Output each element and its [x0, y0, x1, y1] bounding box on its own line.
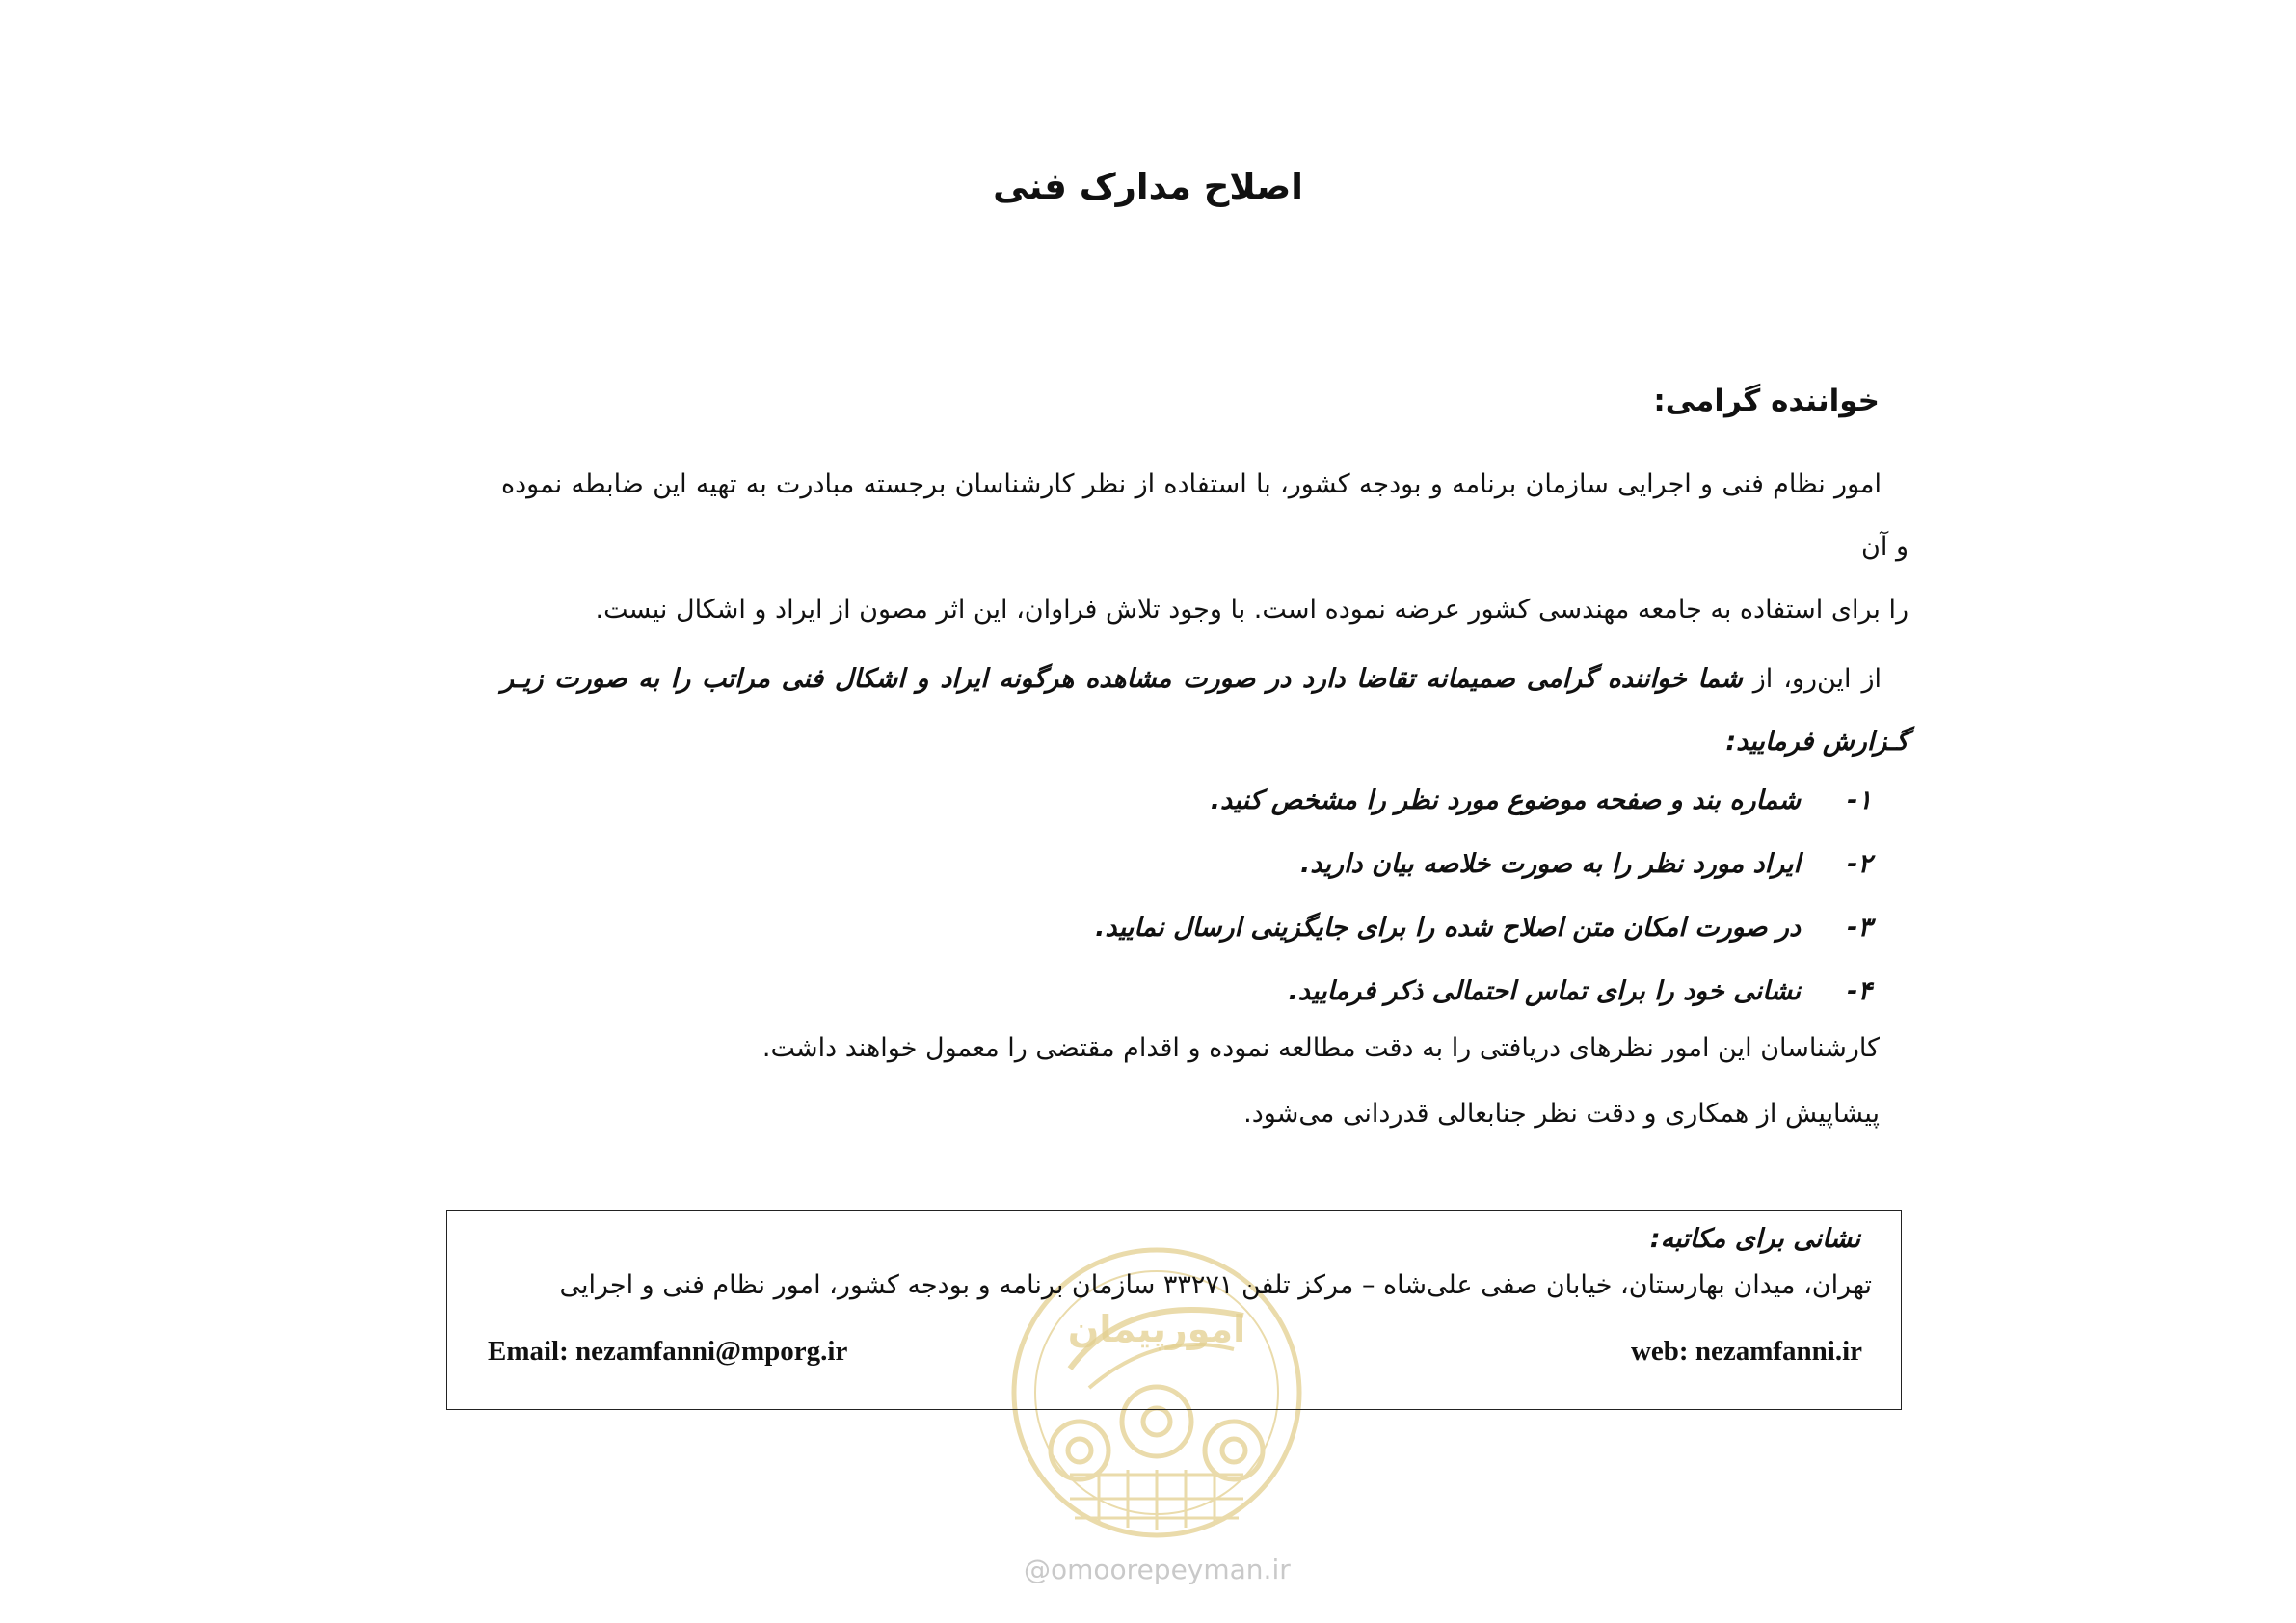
closing-line-2: پیشاپیش از همکاری و دقت نظر جنابعالی قدردانی می‌شود. — [1243, 1099, 1880, 1129]
request-items-list — [715, 769, 1872, 1024]
intro-paragraph — [501, 453, 1909, 641]
contact-heading: نشانی برای مکاتبه: — [1649, 1224, 1860, 1254]
contact-box — [446, 1210, 1902, 1410]
request-emphasis: شما خواننده گرامی صمیمانه تقاضا دارد در صورت مشاهده هرگونه ایراد و اشکال فنی مراتب را به صورت زیـر گـزارش فرمایید: — [501, 664, 1909, 757]
closing-line-1: کارشناسان این امور نظرهای دریافتی را به دقت مطالعه نموده و اقدام مقتضی را معمول خواهند داشت. — [761, 1033, 1880, 1063]
intro-line-2: را برای استفاده به جامعه مهندسی کشور عرضه نموده است. با وجود تلاش فراوان، این اثر مصون از ایراد و اشکال نیست. — [595, 595, 1909, 625]
contact-email-link[interactable]: Email: nezamfanni@mporg.ir — [488, 1336, 848, 1367]
list-item: ۳-در صورت امکان متن اصلاح شده را برای جایگزینی ارسال نمایید. — [1095, 913, 1872, 943]
list-item: ۴-نشانی خود را برای تماس احتمالی ذکر فرمایید. — [1288, 976, 1872, 1006]
contact-web-link[interactable]: web: nezamfanni.ir — [1630, 1336, 1862, 1367]
list-item: ۲-ایراد مورد نظر را به صورت خلاصه بیان دارید. — [1300, 849, 1872, 879]
contact-address: تهران، میدان بهارستان، خیابان صفی علی‌شاه – مرکز تلفن ۳۳۲۷۱ سازمان برنامه و بودجه کشور، امور نظام فنی و اجرایی — [559, 1270, 1872, 1300]
intro-line-1: امور نظام فنی و اجرایی سازمان برنامه و بودجه کشور، با استفاده از نظر کارشناسان برجسته مبادرت به تهیه این ضابطه نموده و آن — [501, 469, 1909, 562]
request-prefix: از این‌رو، از — [1742, 664, 1882, 694]
list-item: ۱-شماره بند و صفحه موضوع مورد نظر را مشخص کنید. — [1210, 785, 1872, 815]
watermark-logo-text: امورپیمان — [1067, 1308, 1246, 1350]
page-title: اصلاح مدارک فنی — [993, 166, 1303, 207]
greeting-heading: خواننده گرامی: — [1653, 384, 1880, 418]
watermark-handle: @omoorepeyman.ir — [1024, 1554, 1291, 1585]
request-paragraph — [501, 648, 1909, 773]
